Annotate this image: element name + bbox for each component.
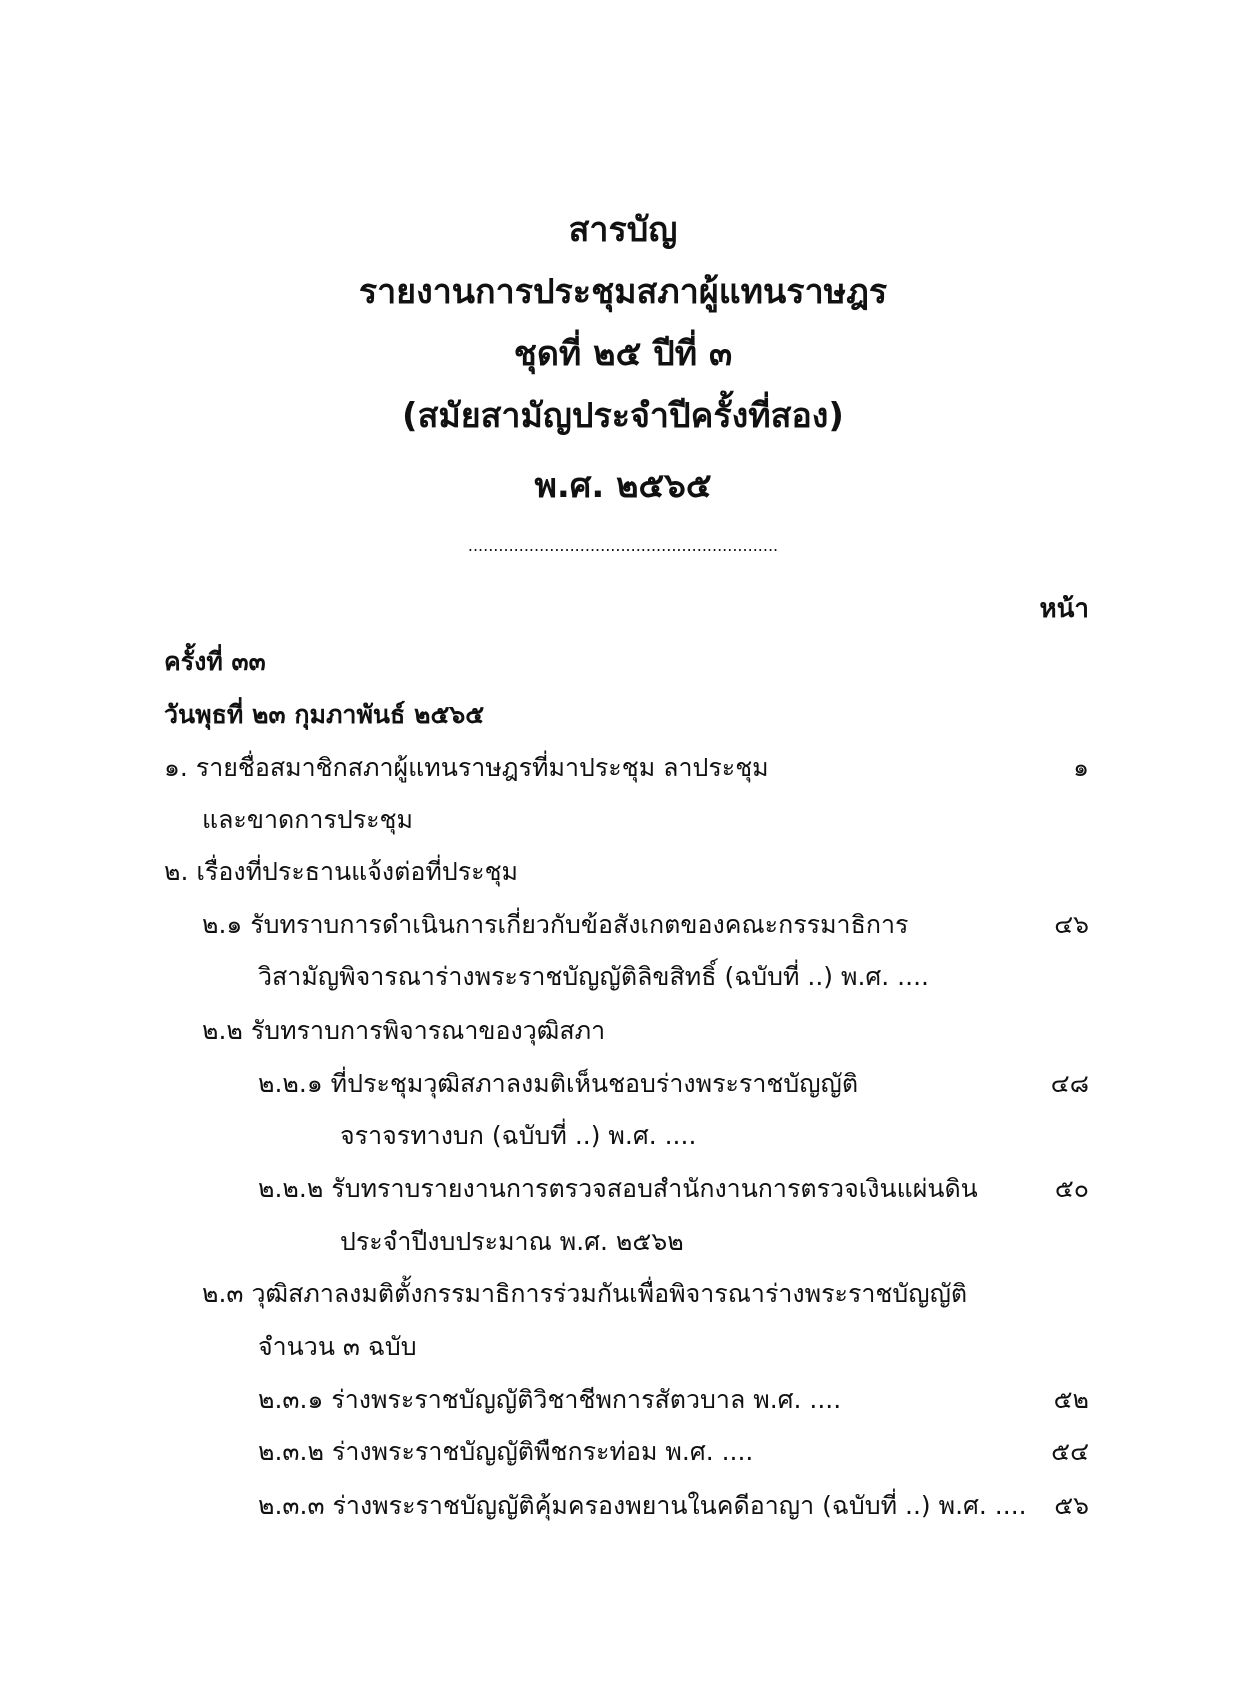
toc-entry-text: ๒.๒.๒ รับทราบรายงานการตรวจสอบสำนักงานการตรวจเงินแผ่นดิน <box>258 1174 978 1203</box>
toc-entry-text: จราจรทางบก (ฉบับที่ ..) พ.ศ. .... <box>340 1121 697 1150</box>
toc-entry-text: วิสามัญพิจารณาร่างพระราชบัญญัติลิขสิทธิ์ (ฉบับที่ ..) พ.ศ. .... <box>258 962 929 991</box>
page-column-label: หน้า <box>1039 594 1089 624</box>
session-line: (สมัยสามัญประจำปีครั้งที่สอง) <box>402 396 844 436</box>
series-line: ชุดที่ ๒๕ ปีที่ ๓ <box>513 334 733 374</box>
toc-entry-text: ๒.๓.๓ ร่างพระราชบัญญัติคุ้มครองพยานในคดีอาญา (ฉบับที่ ..) พ.ศ. .... <box>258 1491 1027 1520</box>
toc-entry-text: ๒. เรื่องที่ประธานแจ้งต่อที่ประชุม <box>164 857 519 886</box>
toc-entry-page: ๑ <box>1073 753 1089 782</box>
year-line: พ.ศ. ๒๕๖๕ <box>534 466 712 506</box>
toc-entry-text: จำนวน ๓ ฉบับ <box>258 1332 417 1361</box>
divider: ............................................................. <box>467 536 779 555</box>
toc-entry-text: ๒.๑ รับทราบการดำเนินการเกี่ยวกับข้อสังเกตของคณะกรรมาธิการ <box>202 910 909 939</box>
toc-entry-page: ๕๒ <box>1053 1385 1089 1414</box>
toc-entry-page: ๕๔ <box>1051 1437 1089 1466</box>
toc-entry-text: ๒.๓ วุฒิสภาลงมติตั้งกรรมาธิการร่วมกันเพื่อพิจารณาร่างพระราชบัญญัติ <box>202 1279 968 1308</box>
toc-entry-text: ๒.๓.๑ ร่างพระราชบัญญัติวิชาชีพการสัตวบาล พ.ศ. .... <box>258 1385 842 1414</box>
toc-entry-text: ๒.๓.๒ ร่างพระราชบัญญัติพืชกระท่อม พ.ศ. .... <box>258 1437 754 1466</box>
toc-entry-text: ๒.๒.๑ ที่ประชุมวุฒิสภาลงมติเห็นชอบร่างพระราชบัญญัติ <box>258 1069 859 1098</box>
toc-entry-text: ๑. รายชื่อสมาชิกสภาผู้แทนราษฎรที่มาประชุม ลาประชุม <box>164 753 769 782</box>
report-title: รายงานการประชุมสภาผู้แทนราษฎร <box>358 272 888 312</box>
meeting-date: วันพุธที่ ๒๓ กุมภาพันธ์ ๒๕๖๕ <box>164 700 485 729</box>
toc-entry-page: ๕๖ <box>1054 1491 1089 1520</box>
toc-entry-text: ประจำปีงบประมาณ พ.ศ. ๒๕๖๒ <box>340 1227 684 1256</box>
toc-entry-page: ๔๘ <box>1050 1069 1089 1098</box>
toc-entry-text: และขาดการประชุม <box>202 805 413 834</box>
meeting-number: ครั้งที่ ๓๓ <box>164 647 266 676</box>
page-title: สารบัญ <box>568 210 678 250</box>
toc-entry-text: ๒.๒ รับทราบการพิจารณาของวุฒิสภา <box>202 1016 606 1045</box>
toc-entry-page: ๔๖ <box>1054 910 1089 939</box>
toc-entry-page: ๕๐ <box>1054 1174 1089 1203</box>
